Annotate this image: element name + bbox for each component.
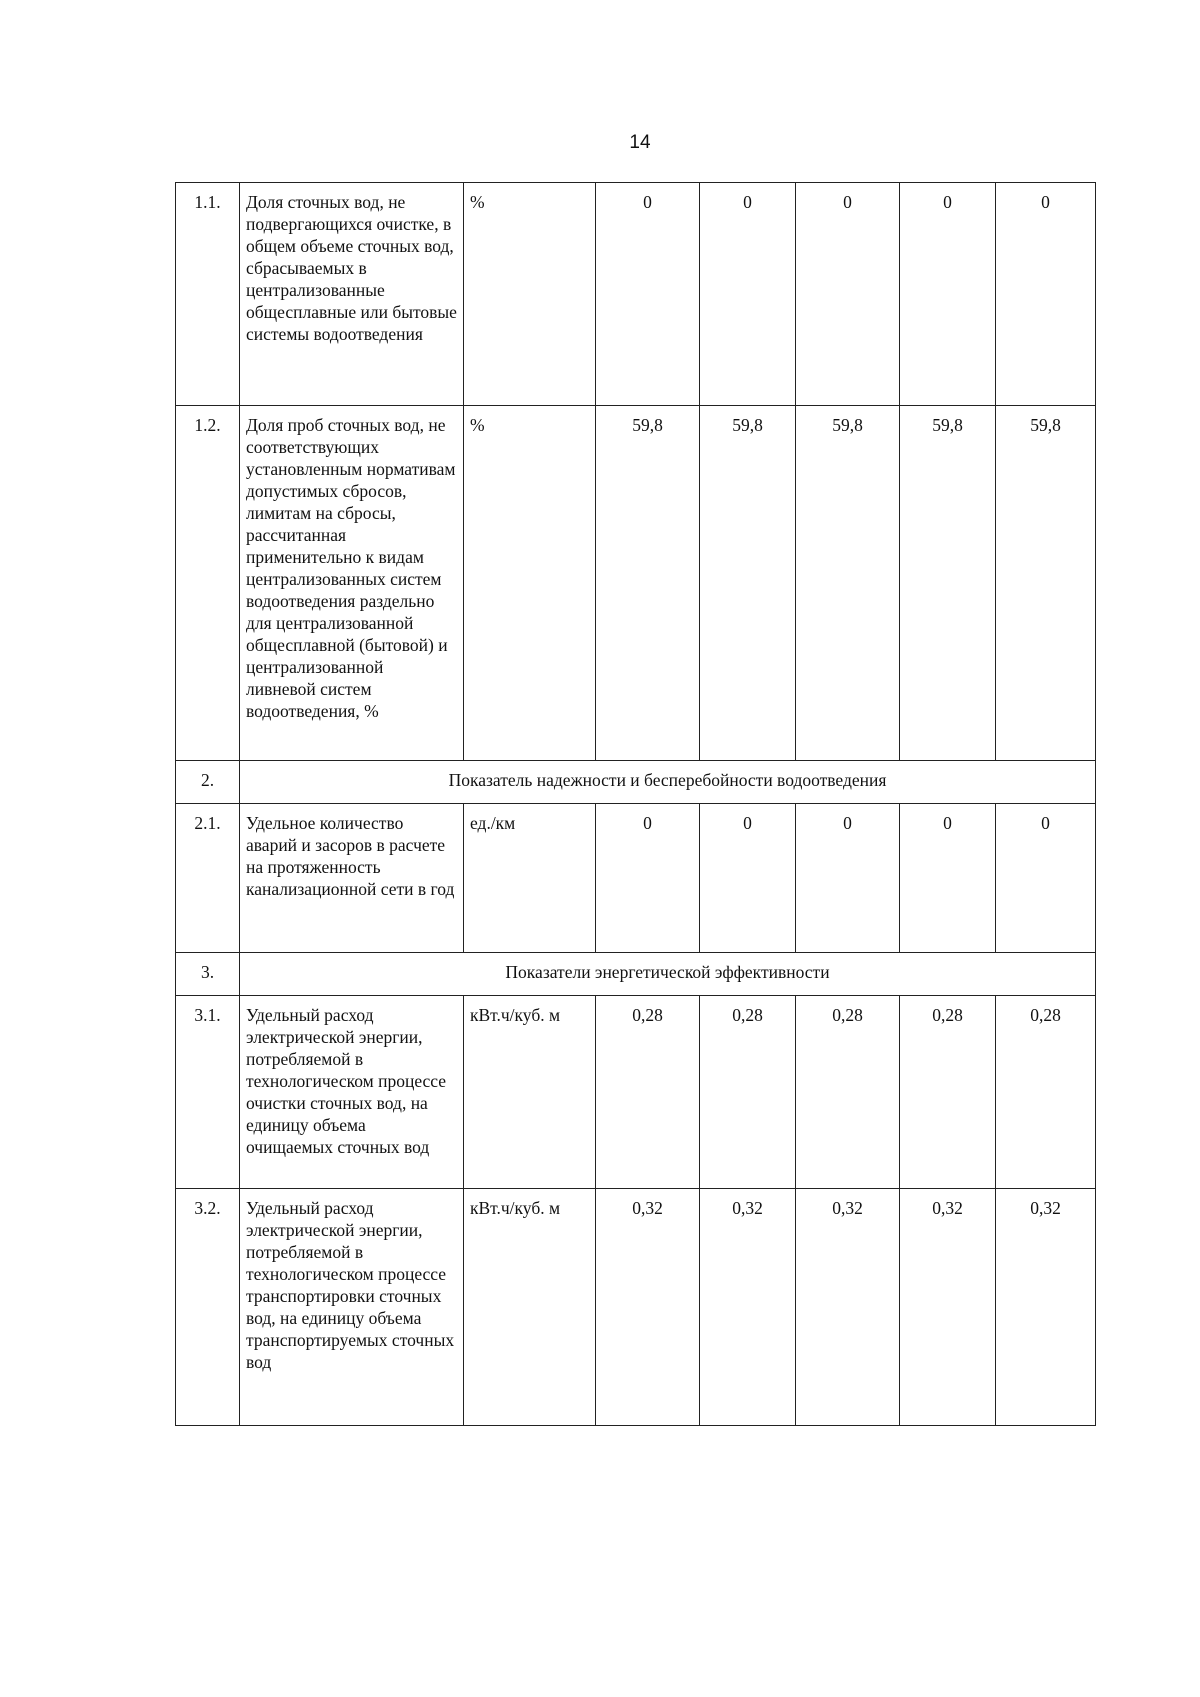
table-row: [176, 406, 1096, 761]
value-cell: 59,8: [596, 406, 700, 761]
section-row: [176, 953, 1096, 996]
table-row: [176, 804, 1096, 953]
value-cell: 0,32: [796, 1189, 900, 1426]
value-cell: 0: [996, 183, 1096, 406]
value-cell: 59,8: [996, 406, 1096, 761]
value-cell: 0,32: [996, 1189, 1096, 1426]
value-cell: 59,8: [796, 406, 900, 761]
value-cell: 0: [700, 804, 796, 953]
row-number: 1.1.: [176, 183, 240, 406]
value-cell: 0,28: [900, 996, 996, 1189]
row-number: 3.2.: [176, 1189, 240, 1426]
value-cell: 0,28: [796, 996, 900, 1189]
value-cell: 0: [596, 804, 700, 953]
value-cell: 0,32: [596, 1189, 700, 1426]
indicator-name: Удельный расход электрической энергии, потребляемой в технологическом процессе очистки сточных вод, на единицу объема очищаемых сточных вод: [240, 996, 464, 1189]
unit-cell: кВт.ч/куб. м: [464, 996, 596, 1189]
indicator-name: Удельное количество аварий и засоров в расчете на протяженность канализационной сети в год: [240, 804, 464, 953]
value-cell: 0,28: [596, 996, 700, 1189]
table-row: [176, 996, 1096, 1189]
unit-cell: ед./км: [464, 804, 596, 953]
row-number: 1.2.: [176, 406, 240, 761]
value-cell: 0: [596, 183, 700, 406]
value-cell: 0,32: [900, 1189, 996, 1426]
table-row: [176, 1189, 1096, 1426]
value-cell: 0,32: [700, 1189, 796, 1426]
value-cell: 0,28: [700, 996, 796, 1189]
section-number: 2.: [176, 761, 240, 804]
value-cell: 0: [996, 804, 1096, 953]
section-title: Показатель надежности и бесперебойности водоотведения: [240, 761, 1096, 804]
value-cell: 0,28: [996, 996, 1096, 1189]
row-number: 3.1.: [176, 996, 240, 1189]
indicator-name: Доля проб сточных вод, не соответствующих установленным нормативам допустимых сбросов, лимитам на сбросы, рассчитанная применительно к видам централизованных систем водоотведения раздельно для централизованной общесплавной (бытовой) и централизованной ливневой систем водоотведения, %: [240, 406, 464, 761]
indicator-name: Доля сточных вод, не подвергающихся очистке, в общем объеме сточных вод, сбрасываемых в централизованные общесплавные или бытовые системы водоотведения: [240, 183, 464, 406]
unit-cell: кВт.ч/куб. м: [464, 1189, 596, 1426]
page-number: 14: [629, 132, 651, 153]
value-cell: 0: [796, 804, 900, 953]
row-number: 2.1.: [176, 804, 240, 953]
unit-cell: %: [464, 406, 596, 761]
value-cell: 0: [900, 804, 996, 953]
section-title: Показатели энергетической эффективности: [240, 953, 1096, 996]
indicators-table: [175, 182, 1096, 1426]
value-cell: 0: [900, 183, 996, 406]
value-cell: 0: [796, 183, 900, 406]
table-row: [176, 183, 1096, 406]
section-row: [176, 761, 1096, 804]
value-cell: 0: [700, 183, 796, 406]
value-cell: 59,8: [900, 406, 996, 761]
indicator-name: Удельный расход электрической энергии, потребляемой в технологическом процессе транспортировки сточных вод, на единицу объема транспортируемых сточных вод: [240, 1189, 464, 1426]
value-cell: 59,8: [700, 406, 796, 761]
unit-cell: %: [464, 183, 596, 406]
section-number: 3.: [176, 953, 240, 996]
